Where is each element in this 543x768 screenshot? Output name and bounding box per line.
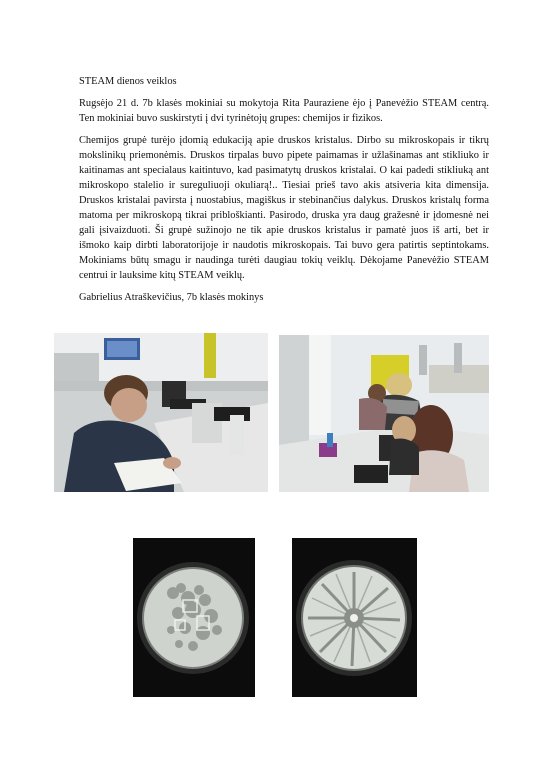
article-paragraph-2: Chemijos grupė turėjo įdomią edukaciją apie druskos kristalus. Dirbo su mikroskopais ir tikrų mokslinikų priemonėmis. Druskos tirpalas buvo pipete paimamas ir užlašinamas ant stikliuko ir kaitinamas ant specialaus kaitintuvo, kad pasimatytų druskos kristalai. O kai padedi stikliuką ant mikroskopo stalelio ir sureguliuoji okuliarą!.. Tiesiai prieš tavo akis atsiveria kita dimensija. Druskos kristalai pavirsta į nuostabius, magiškus ir stebinančius dalykus. Druskos kristalų forma matoma per mikroskopą tikrai pribloškianti. Pasirodo, druska yra daug gražesnė ir įdomesnė nei gali įsivaizduoti. Ši grupė sužinojo ne tik apie druskos kristalus ir pamatė juos iš arti, bet ir išmoko kaip dirbti laboratorijoje ir naudotis mikroskopais. Tai buvo gera patirtis septintokams. Mokiniams būtų smagu ir naudinga turėti daugiau tokių veiklų. Dėkojame Panevėžio STEAM centrui ir lauksime kitų STEAM veiklų.: [79, 135, 489, 281]
photo-student-microscope: [54, 333, 268, 492]
article-title: STEAM dienos veiklos: [79, 76, 177, 87]
photo-group-microscopes: [279, 335, 489, 492]
photo-salt-crystals-2: [292, 538, 417, 697]
article: [79, 74, 489, 312]
photo-salt-crystals-1: [133, 538, 255, 697]
article-author: Gabrielius Atraškevičius, 7b klasės mokinys: [79, 292, 264, 303]
article-paragraph-1: Rugsėjo 21 d. 7b klasės mokiniai su mokytoja Rita Pauraziene ėjo į Panevėžio STEAM centrą. Ten mokiniai buvo suskirstyti į dvi tyrinėtojų grupes: chemijos ir fizikos.: [79, 98, 489, 124]
